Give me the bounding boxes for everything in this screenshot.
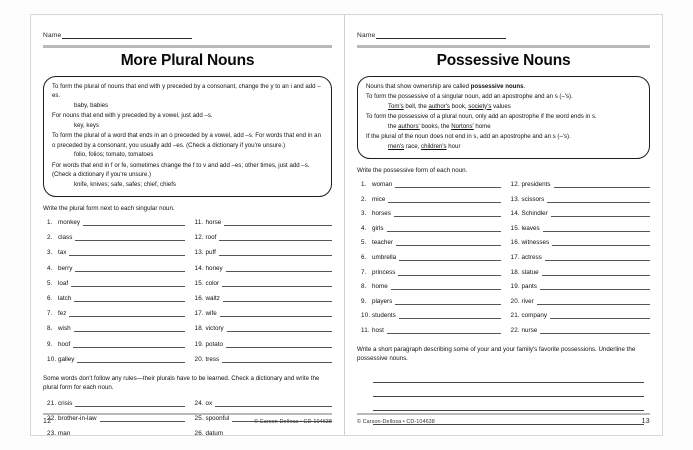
answer-blank[interactable] xyxy=(74,324,185,332)
name-write-line[interactable] xyxy=(376,31,506,39)
item-number: 3. xyxy=(47,249,53,257)
exercise-item xyxy=(507,208,651,217)
rule-3: To form the possessive of a plural noun, only add an apostrophe if the word ends in s. xyxy=(366,112,597,120)
footer-divider-bar xyxy=(357,413,650,416)
item-word: mice xyxy=(372,195,386,203)
exercise-item xyxy=(43,217,185,226)
name-field-row xyxy=(357,29,650,39)
example-text: the xyxy=(388,122,399,130)
item-word: princess xyxy=(372,268,396,276)
item-word: home xyxy=(372,283,388,291)
item-word: Schindler xyxy=(521,210,548,218)
exercise-item xyxy=(507,267,651,276)
answer-blank[interactable] xyxy=(219,248,332,256)
answer-blank[interactable] xyxy=(395,180,500,188)
exercise-item xyxy=(43,263,185,272)
directions-plural: Write the plural form next to each singular noun. xyxy=(43,204,175,212)
item-number: 5. xyxy=(47,279,53,287)
exercise-item xyxy=(43,323,185,332)
answer-blank[interactable] xyxy=(227,324,332,332)
item-number: 24. xyxy=(194,399,204,407)
item-word: datum xyxy=(205,429,224,436)
exercise-item xyxy=(191,232,333,241)
answer-blank[interactable] xyxy=(69,309,184,317)
item-number: 16. xyxy=(510,239,520,247)
exercise-item xyxy=(191,308,333,317)
item-word: woman xyxy=(372,181,393,189)
exercise-item xyxy=(191,323,333,332)
item-number: 20. xyxy=(510,297,520,305)
answer-blank[interactable] xyxy=(551,209,650,217)
item-number: 19. xyxy=(510,283,520,291)
name-label: Name xyxy=(43,32,62,39)
name-label: Name xyxy=(357,32,376,39)
rule-1 xyxy=(366,82,641,91)
answer-blank[interactable] xyxy=(75,233,184,241)
item-word: ox xyxy=(205,399,213,407)
item-number: 15. xyxy=(510,224,520,232)
item-word: leaves xyxy=(521,224,540,232)
item-word: girls xyxy=(372,224,384,232)
item-word: tress xyxy=(205,355,220,363)
item-number: 14. xyxy=(194,264,204,272)
page-title: More Plural Nouns xyxy=(120,52,255,69)
example-text: race, xyxy=(404,142,422,150)
rule-3: To form the plural of a word that ends in an o preceded by a vowel, add –s. For words that end in an o preceded by a consonant, you usually add –es. (Check a dictionary if you're unsure.) xyxy=(52,132,321,149)
exercise-item xyxy=(507,310,651,319)
answer-blank[interactable] xyxy=(77,355,184,363)
answer-blank[interactable] xyxy=(550,311,650,319)
answer-blank[interactable] xyxy=(226,340,332,348)
example-term-toms: Tom's xyxy=(388,102,404,110)
answer-blank[interactable] xyxy=(554,180,650,188)
example-term-childrens: children's xyxy=(421,142,447,150)
title-divider-bar xyxy=(43,45,332,48)
item-word: wish xyxy=(58,325,71,333)
item-word: galley xyxy=(58,355,75,363)
item-number: 16. xyxy=(194,294,204,302)
item-word: brother-in-law xyxy=(58,414,97,422)
item-number: 11. xyxy=(194,219,204,227)
answer-blank[interactable] xyxy=(220,309,332,317)
answer-blank[interactable] xyxy=(540,326,650,334)
rule-4-example: knife, knives; safe, safes; chief, chiefs xyxy=(74,180,176,188)
title-divider-bar xyxy=(357,45,650,48)
exercise-item xyxy=(191,293,333,302)
example-text: book, xyxy=(449,102,469,110)
example-text: values xyxy=(491,102,511,110)
item-number: 13. xyxy=(194,249,204,257)
exercise-item xyxy=(357,252,501,261)
item-number: 18. xyxy=(510,268,520,276)
write-line[interactable] xyxy=(373,397,644,411)
item-word: scissors xyxy=(521,195,545,203)
item-number: 17. xyxy=(194,310,204,318)
rules-box xyxy=(43,76,332,197)
rule-1: To form the plural of nouns that end with y preceded by a consonant, change the y to an i and add –es. xyxy=(52,83,321,100)
item-word: players xyxy=(372,297,393,305)
item-word: river xyxy=(521,297,534,305)
example-term-authors-plural: authors' xyxy=(398,122,420,130)
answer-blank[interactable] xyxy=(222,279,332,287)
write-line[interactable] xyxy=(373,383,644,397)
answer-blank[interactable] xyxy=(226,429,332,436)
item-number: 10. xyxy=(47,355,57,363)
footer-left xyxy=(43,413,332,426)
item-word: teacher xyxy=(372,239,394,247)
item-word: honey xyxy=(205,264,223,272)
item-number: 22. xyxy=(47,414,57,422)
example-term-authors: author's xyxy=(428,102,450,110)
item-number: 18. xyxy=(194,325,204,333)
item-word: fez xyxy=(58,310,67,318)
item-number: 22. xyxy=(510,326,520,334)
item-number: 17. xyxy=(510,254,520,262)
item-word: horse xyxy=(205,219,222,227)
answer-blank[interactable] xyxy=(75,399,184,407)
exercise-item xyxy=(357,237,501,246)
page-right-possessive-nouns xyxy=(344,14,663,436)
directions-paragraph-task: Write a short paragraph describing some of your and your family's favorite possessions. Underline the possessive nouns. xyxy=(357,345,636,362)
answer-blank[interactable] xyxy=(545,253,650,261)
rule-2: For nouns that end with y preceded by a vowel, just add –s. xyxy=(52,112,213,120)
plural-exercise-list xyxy=(43,217,332,369)
answer-blank[interactable] xyxy=(71,279,184,287)
rule-1-term: possessive nouns xyxy=(470,83,524,90)
rule-4: For words that end in f or fe, sometimes change the f to v and add –es; other times, just add –s. (Check a dictionary if you're unsure.) xyxy=(52,161,310,178)
page-left-more-plural-nouns xyxy=(30,14,344,436)
example-text: home xyxy=(473,122,491,130)
item-number: 1. xyxy=(361,181,367,189)
item-number: 10. xyxy=(361,312,371,320)
exercise-item xyxy=(191,278,333,287)
item-number: 1. xyxy=(47,219,53,227)
exercise-item xyxy=(507,179,651,188)
answer-blank[interactable] xyxy=(537,297,650,305)
exercise-item xyxy=(357,325,501,334)
answer-blank[interactable] xyxy=(540,282,650,290)
item-number: 19. xyxy=(194,340,204,348)
exercise-item xyxy=(43,339,185,348)
item-word: monkey xyxy=(58,219,81,227)
item-word: victory xyxy=(205,325,224,333)
exercise-item xyxy=(357,310,501,319)
exercise-item xyxy=(357,194,501,203)
item-word: umbrella xyxy=(372,254,397,262)
item-number: 6. xyxy=(361,254,367,262)
rule-4: If the plural of the noun does not end in s, add an apostrophe and an s (–'s). xyxy=(366,132,571,140)
item-number: 25. xyxy=(194,414,204,422)
item-number: 9. xyxy=(47,340,53,348)
exercise-item xyxy=(191,398,333,407)
exercise-item xyxy=(191,247,333,256)
rule-2-example xyxy=(388,102,641,111)
item-number: 21. xyxy=(47,399,57,407)
item-word: wife xyxy=(205,310,217,318)
item-word: presidents xyxy=(521,181,551,189)
item-number: 7. xyxy=(47,310,53,318)
possessive-exercise-list xyxy=(357,179,650,340)
answer-blank[interactable] xyxy=(398,268,500,276)
copyright-credit: © Carson-Dellosa • CD-104638 xyxy=(357,419,435,425)
exercise-item xyxy=(507,325,651,334)
exercise-item xyxy=(43,293,185,302)
directions-possessive: Write the possessive form of each noun. xyxy=(357,166,468,174)
item-word: color xyxy=(205,279,220,287)
example-text: bell, the xyxy=(403,102,429,110)
item-number: 12. xyxy=(510,181,520,189)
item-word: man xyxy=(58,429,71,436)
rule-2: To form the possessive of a singular noun, add an apostrophe and an s (–'s). xyxy=(366,92,573,100)
exercise-item xyxy=(357,179,501,188)
exercise-item xyxy=(43,354,185,363)
item-number: 12. xyxy=(194,234,204,242)
answer-blank[interactable] xyxy=(394,209,501,217)
answer-blank[interactable] xyxy=(73,429,184,436)
exercise-item xyxy=(507,223,651,232)
exercise-item xyxy=(43,308,185,317)
item-number: 2. xyxy=(47,234,53,242)
answer-blank[interactable] xyxy=(387,224,501,232)
item-number: 9. xyxy=(361,297,367,305)
answer-blank[interactable] xyxy=(83,218,184,226)
answer-blank[interactable] xyxy=(387,326,501,334)
exercise-item xyxy=(43,232,185,241)
item-word: crisis xyxy=(58,399,73,407)
item-number: 26. xyxy=(194,429,204,436)
exercise-item xyxy=(43,278,185,287)
answer-blank[interactable] xyxy=(74,294,184,302)
item-word: witnesses xyxy=(521,239,550,247)
exercise-item xyxy=(191,354,333,363)
answer-blank[interactable] xyxy=(215,399,332,407)
item-word: berry xyxy=(58,264,73,272)
answer-blank[interactable] xyxy=(223,294,332,302)
example-term-nortons: Nortons' xyxy=(451,122,474,130)
item-word: students xyxy=(372,312,396,320)
item-word: nurse xyxy=(521,326,538,334)
page-number: 13 xyxy=(641,418,650,425)
exercise-item xyxy=(43,428,185,436)
item-word: hoof xyxy=(58,340,71,348)
example-term-societys: society's xyxy=(468,102,492,110)
rule-3-example: folio, folios; tomato, tomatoes xyxy=(74,151,154,159)
item-number: 7. xyxy=(361,268,367,276)
item-word: actress xyxy=(521,254,542,262)
answer-blank[interactable] xyxy=(396,238,500,246)
example-text: books, the xyxy=(419,122,452,130)
item-number: 15. xyxy=(194,279,204,287)
answer-blank[interactable] xyxy=(395,297,500,305)
item-number: 8. xyxy=(361,283,367,291)
item-word: roof xyxy=(205,234,217,242)
answer-blank[interactable] xyxy=(222,355,332,363)
write-line[interactable] xyxy=(373,369,644,383)
exercise-item xyxy=(191,428,333,436)
page-number: 12 xyxy=(43,418,52,425)
answer-blank[interactable] xyxy=(73,340,184,348)
name-write-line[interactable] xyxy=(62,31,192,39)
answer-blank[interactable] xyxy=(388,195,500,203)
item-number: 11. xyxy=(361,326,370,334)
answer-blank[interactable] xyxy=(542,268,650,276)
exercise-item xyxy=(43,398,185,407)
item-number: 6. xyxy=(47,294,53,302)
answer-blank[interactable] xyxy=(399,253,500,261)
exercise-item xyxy=(191,217,333,226)
item-number: 13. xyxy=(510,195,520,203)
item-number: 2. xyxy=(361,195,367,203)
exercise-item xyxy=(357,281,501,290)
item-word: puff xyxy=(205,249,216,257)
item-word: pants xyxy=(521,283,537,291)
answer-blank[interactable] xyxy=(75,264,184,272)
copyright-credit: © Carson-Dellosa • CD-104638 xyxy=(254,419,332,425)
exercise-item xyxy=(191,339,333,348)
exercise-item xyxy=(507,281,651,290)
item-word: statue xyxy=(521,268,539,276)
answer-blank[interactable] xyxy=(69,248,184,256)
rule-3-example xyxy=(388,122,641,131)
rules-box xyxy=(357,76,650,159)
item-word: horses xyxy=(372,210,391,218)
plural-list-column-2 xyxy=(191,217,333,369)
item-number: 4. xyxy=(361,224,367,232)
answer-blank[interactable] xyxy=(543,224,650,232)
item-number: 20. xyxy=(194,355,204,363)
exercise-item xyxy=(357,208,501,217)
exercise-item xyxy=(357,296,501,305)
answer-blank[interactable] xyxy=(399,311,501,319)
exercise-item xyxy=(43,247,185,256)
item-number: 8. xyxy=(47,325,53,333)
rule-1-example: baby, babies xyxy=(74,102,109,109)
answer-blank[interactable] xyxy=(226,264,332,272)
exercise-item xyxy=(507,194,651,203)
exercise-item xyxy=(507,252,651,261)
item-number: 21. xyxy=(510,312,520,320)
possessive-list-column-1 xyxy=(357,179,501,340)
exercise-item xyxy=(357,267,501,276)
item-word: class xyxy=(58,234,73,242)
example-text: hour xyxy=(446,142,461,150)
footer-right xyxy=(357,413,650,426)
answer-blank[interactable] xyxy=(552,238,650,246)
item-word: potato xyxy=(205,340,224,348)
rule-1-text-c: . xyxy=(523,83,526,90)
footer-divider-bar xyxy=(43,413,332,416)
answer-blank[interactable] xyxy=(391,282,501,290)
item-number: 3. xyxy=(361,210,367,218)
exercise-item xyxy=(507,237,651,246)
item-word: latch xyxy=(58,294,72,302)
plural-list-column-1 xyxy=(43,217,185,369)
directions-irregular-plural: Some words don't follow any rules—their plurals have to be learned. Check a dictionary and write the plural form for each noun. xyxy=(43,374,320,392)
exercise-item xyxy=(507,296,651,305)
rule-4-example xyxy=(388,142,641,151)
answer-blank[interactable] xyxy=(224,218,332,226)
paragraph-write-lines xyxy=(373,369,644,436)
item-word: waltz xyxy=(205,294,220,302)
exercise-item xyxy=(191,263,333,272)
possessive-list-column-2 xyxy=(507,179,651,340)
rule-1-text-a: Nouns that show ownership are called xyxy=(366,83,471,90)
item-number: 23. xyxy=(47,429,57,436)
write-line[interactable] xyxy=(373,425,644,436)
item-number: 5. xyxy=(361,239,367,247)
item-word: company xyxy=(521,312,548,320)
page-title: Possessive Nouns xyxy=(436,52,571,69)
item-word: spoonful xyxy=(205,414,230,422)
item-word: host xyxy=(372,326,384,334)
answer-blank[interactable] xyxy=(219,233,332,241)
item-word: tax xyxy=(58,249,67,257)
item-number: 4. xyxy=(47,264,53,272)
answer-blank[interactable] xyxy=(547,195,650,203)
item-word: loaf xyxy=(58,279,69,287)
name-field-row xyxy=(43,29,332,39)
item-number: 14. xyxy=(510,210,520,218)
exercise-item xyxy=(357,223,501,232)
rule-2-example: key, keys xyxy=(74,122,99,129)
example-term-mens: men's xyxy=(388,142,405,150)
